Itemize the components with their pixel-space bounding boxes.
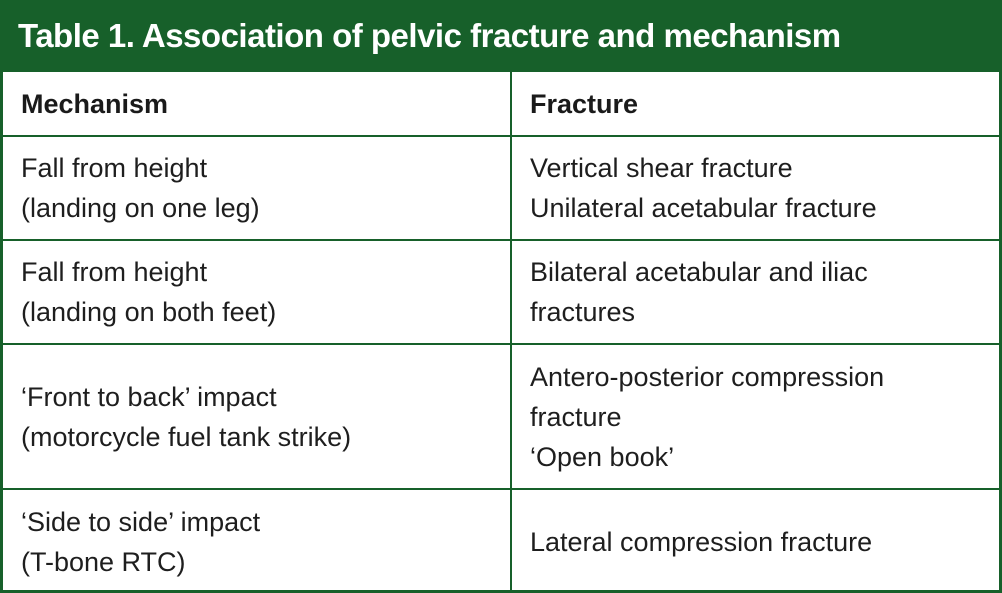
column-header-mechanism: Mechanism bbox=[3, 72, 511, 136]
table-row bbox=[3, 489, 999, 593]
cell-text: (T-bone RTC) bbox=[21, 546, 186, 577]
cell-text: (landing on both feet) bbox=[21, 297, 277, 327]
cell-text: ‘Side to side’ impact bbox=[21, 506, 261, 537]
cell-text: (landing on one leg) bbox=[21, 193, 260, 223]
cell-text: Bilateral acetabular and iliac bbox=[530, 257, 868, 287]
mechanism-cell bbox=[3, 136, 511, 240]
table-row bbox=[3, 136, 999, 240]
cell-text: Lateral compression fracture bbox=[530, 526, 873, 557]
table-row bbox=[3, 344, 999, 489]
cell-text: Fall from height bbox=[21, 153, 208, 183]
cell-text: Fall from height bbox=[21, 257, 208, 287]
mechanism-cell bbox=[3, 344, 511, 489]
table-header-row bbox=[3, 72, 999, 136]
title-bar bbox=[0, 0, 1002, 72]
table-container bbox=[0, 72, 1002, 593]
fracture-cell bbox=[511, 136, 999, 240]
mechanism-cell bbox=[3, 489, 511, 593]
cell-text: fractures bbox=[530, 297, 636, 327]
cell-text: ‘Open book’ bbox=[530, 441, 675, 472]
fracture-cell bbox=[511, 240, 999, 344]
mechanism-cell bbox=[3, 240, 511, 344]
column-header-fracture: Fracture bbox=[511, 72, 999, 136]
cell-text: fracture bbox=[530, 401, 622, 432]
table-row bbox=[3, 240, 999, 344]
fracture-cell bbox=[511, 489, 999, 593]
cell-text: Vertical shear fracture bbox=[530, 153, 793, 183]
mechanism-fracture-table bbox=[3, 72, 999, 593]
table-title: Table 1. Association of pelvic fracture and mechanism bbox=[18, 17, 841, 54]
fracture-cell bbox=[511, 344, 999, 489]
cell-text: ‘Front to back’ impact bbox=[21, 381, 277, 412]
cell-text: (motorcycle fuel tank strike) bbox=[21, 421, 352, 452]
cell-text: Unilateral acetabular fracture bbox=[530, 193, 877, 223]
cell-text: Antero-posterior compression bbox=[530, 361, 885, 392]
